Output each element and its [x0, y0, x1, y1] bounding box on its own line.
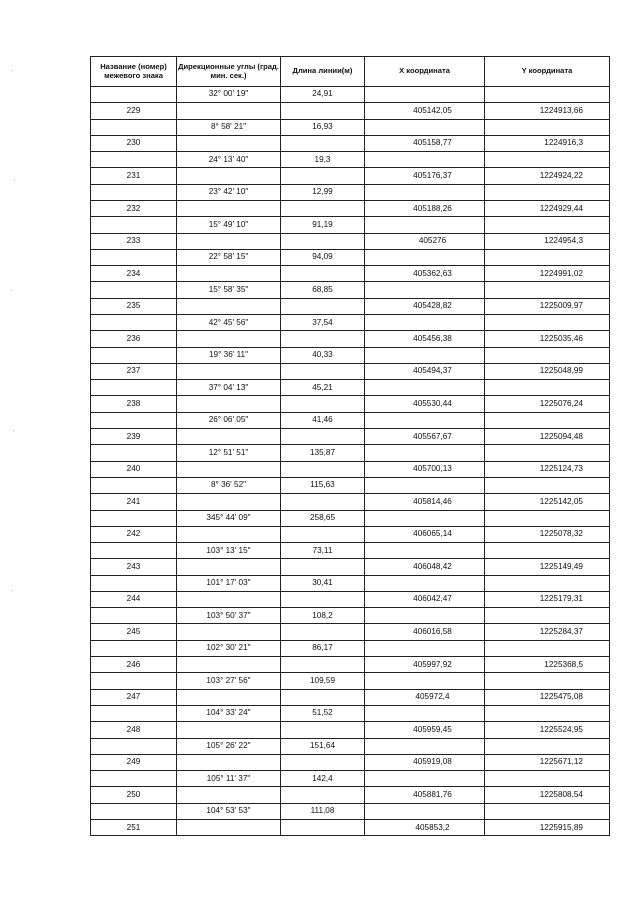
segment-row [91, 738, 610, 754]
cell-point-name: 245 [91, 624, 177, 640]
cell-angle: 101° 17' 03" [177, 575, 281, 591]
point-row [91, 103, 610, 119]
cell-length: 16,93 [281, 119, 365, 135]
cell-y [485, 543, 610, 559]
cell-x: 405428,82 [365, 298, 485, 314]
header-name: Название (номер) межевого знака [91, 57, 177, 87]
cell-y [485, 249, 610, 265]
cell-y [485, 282, 610, 298]
cell-y: 1224913,66 [485, 103, 610, 119]
point-row [91, 135, 610, 151]
cell-y [485, 510, 610, 526]
cell-point-name: 232 [91, 200, 177, 216]
cell-point-name [91, 738, 177, 754]
cell-length: 115,63 [281, 477, 365, 493]
cell-angle [177, 266, 281, 282]
cell-y: 1224991,02 [485, 266, 610, 282]
cell-angle: 12° 51' 51" [177, 445, 281, 461]
cell-point-name [91, 347, 177, 363]
cell-length [281, 331, 365, 347]
point-row [91, 526, 610, 542]
cell-y: 1225284,37 [485, 624, 610, 640]
cell-x [365, 412, 485, 428]
cell-angle: 15° 49' 10" [177, 217, 281, 233]
cell-y [485, 738, 610, 754]
cell-x: 406065,14 [365, 526, 485, 542]
cell-length: 142,4 [281, 771, 365, 787]
point-row [91, 331, 610, 347]
cell-x [365, 803, 485, 819]
cell-x: 405176,37 [365, 168, 485, 184]
cell-y: 1225671,12 [485, 754, 610, 770]
coordinates-table [90, 56, 610, 836]
cell-point-name: 248 [91, 722, 177, 738]
cell-angle: 103° 27' 56" [177, 673, 281, 689]
cell-length [281, 200, 365, 216]
cell-x [365, 543, 485, 559]
cell-x: 405188,26 [365, 200, 485, 216]
scan-speck [12, 70, 13, 71]
point-row [91, 200, 610, 216]
cell-length: 94,09 [281, 249, 365, 265]
segment-row [91, 575, 610, 591]
cell-point-name [91, 380, 177, 396]
segment-row [91, 217, 610, 233]
cell-x [365, 608, 485, 624]
cell-angle: 8° 58' 21" [177, 119, 281, 135]
cell-x [365, 575, 485, 591]
cell-x [365, 282, 485, 298]
cell-y [485, 771, 610, 787]
cell-angle [177, 526, 281, 542]
cell-angle: 8° 36' 52" [177, 477, 281, 493]
cell-point-name [91, 477, 177, 493]
cell-point-name [91, 119, 177, 135]
cell-x [365, 347, 485, 363]
cell-angle: 105° 26' 22" [177, 738, 281, 754]
segment-row [91, 380, 610, 396]
point-row [91, 168, 610, 184]
cell-length [281, 559, 365, 575]
cell-angle: 23° 42' 10" [177, 184, 281, 200]
cell-point-name [91, 87, 177, 103]
cell-angle [177, 787, 281, 803]
segment-row [91, 705, 610, 721]
scan-speck [12, 590, 13, 591]
cell-length [281, 363, 365, 379]
cell-x [365, 445, 485, 461]
cell-length: 12,99 [281, 184, 365, 200]
cell-x [365, 249, 485, 265]
point-row [91, 819, 610, 835]
point-row [91, 722, 610, 738]
cell-point-name [91, 445, 177, 461]
cell-point-name [91, 217, 177, 233]
cell-angle [177, 396, 281, 412]
segment-row [91, 87, 610, 103]
cell-y: 1225475,08 [485, 689, 610, 705]
cell-angle [177, 819, 281, 835]
cell-point-name: 230 [91, 135, 177, 151]
scan-speck [14, 180, 15, 181]
segment-row [91, 673, 610, 689]
cell-point-name: 249 [91, 754, 177, 770]
cell-length [281, 103, 365, 119]
cell-x: 405530,44 [365, 396, 485, 412]
cell-length [281, 591, 365, 607]
cell-angle [177, 591, 281, 607]
segment-row [91, 249, 610, 265]
cell-length: 24,91 [281, 87, 365, 103]
cell-length: 51,52 [281, 705, 365, 721]
cell-x: 405814,46 [365, 494, 485, 510]
cell-x [365, 87, 485, 103]
point-row [91, 657, 610, 673]
cell-length [281, 657, 365, 673]
cell-y [485, 477, 610, 493]
cell-x [365, 673, 485, 689]
cell-x [365, 738, 485, 754]
cell-angle [177, 298, 281, 314]
cell-y [485, 315, 610, 331]
header-angle: Дирекционные углы (град. мин. сек.) [177, 57, 281, 87]
segment-row [91, 608, 610, 624]
point-row [91, 461, 610, 477]
cell-length: 30,41 [281, 575, 365, 591]
cell-y: 1225035,46 [485, 331, 610, 347]
cell-length: 86,17 [281, 640, 365, 656]
cell-angle: 26° 06' 05" [177, 412, 281, 428]
cell-angle [177, 363, 281, 379]
cell-y [485, 673, 610, 689]
cell-length [281, 396, 365, 412]
cell-point-name [91, 412, 177, 428]
scan-speck [11, 290, 12, 291]
cell-x: 405494,37 [365, 363, 485, 379]
cell-y: 1225094,48 [485, 428, 610, 444]
cell-x: 405276 [365, 233, 485, 249]
segment-row [91, 477, 610, 493]
point-row [91, 689, 610, 705]
cell-angle [177, 428, 281, 444]
cell-x: 405362,63 [365, 266, 485, 282]
cell-y: 1224954,3 [485, 233, 610, 249]
segment-row [91, 640, 610, 656]
cell-y [485, 184, 610, 200]
cell-y: 1224929,44 [485, 200, 610, 216]
cell-length: 111,08 [281, 803, 365, 819]
cell-angle [177, 689, 281, 705]
cell-point-name: 238 [91, 396, 177, 412]
cell-angle [177, 135, 281, 151]
segment-row [91, 119, 610, 135]
cell-point-name: 242 [91, 526, 177, 542]
header-y: Y координата [485, 57, 610, 87]
cell-y [485, 575, 610, 591]
cell-x: 405853,2 [365, 819, 485, 835]
cell-point-name: 234 [91, 266, 177, 282]
cell-x [365, 771, 485, 787]
cell-point-name: 240 [91, 461, 177, 477]
cell-length [281, 494, 365, 510]
cell-x: 406016,58 [365, 624, 485, 640]
cell-angle: 19° 36' 11" [177, 347, 281, 363]
cell-point-name [91, 184, 177, 200]
segment-row [91, 803, 610, 819]
cell-length: 135,87 [281, 445, 365, 461]
cell-x [365, 152, 485, 168]
cell-y [485, 445, 610, 461]
cell-point-name: 237 [91, 363, 177, 379]
point-row [91, 591, 610, 607]
segment-row [91, 771, 610, 787]
cell-angle [177, 103, 281, 119]
cell-length [281, 787, 365, 803]
cell-x [365, 510, 485, 526]
cell-length [281, 135, 365, 151]
cell-point-name: 236 [91, 331, 177, 347]
cell-angle [177, 722, 281, 738]
cell-y: 1225179,31 [485, 591, 610, 607]
cell-length: 91,19 [281, 217, 365, 233]
cell-point-name [91, 705, 177, 721]
cell-x: 406048,42 [365, 559, 485, 575]
cell-length: 37,54 [281, 315, 365, 331]
cell-angle: 24° 13' 40" [177, 152, 281, 168]
cell-length [281, 428, 365, 444]
cell-angle: 103° 50' 37" [177, 608, 281, 624]
cell-point-name: 247 [91, 689, 177, 705]
cell-x: 405567,67 [365, 428, 485, 444]
segment-row [91, 184, 610, 200]
cell-x [365, 217, 485, 233]
scan-speck [13, 430, 14, 431]
cell-y: 1225076,24 [485, 396, 610, 412]
cell-point-name: 231 [91, 168, 177, 184]
cell-angle [177, 461, 281, 477]
cell-y [485, 640, 610, 656]
point-row [91, 787, 610, 803]
point-row [91, 396, 610, 412]
cell-y: 1225149,49 [485, 559, 610, 575]
cell-x: 405142,05 [365, 103, 485, 119]
cell-length [281, 754, 365, 770]
cell-point-name: 229 [91, 103, 177, 119]
cell-y: 1225124,73 [485, 461, 610, 477]
cell-angle: 15° 58' 35" [177, 282, 281, 298]
cell-angle: 42° 45' 56" [177, 315, 281, 331]
point-row [91, 298, 610, 314]
cell-angle [177, 624, 281, 640]
cell-y [485, 803, 610, 819]
cell-length: 258,65 [281, 510, 365, 526]
cell-point-name [91, 608, 177, 624]
point-row [91, 754, 610, 770]
cell-y [485, 152, 610, 168]
cell-y: 1225048,99 [485, 363, 610, 379]
cell-x [365, 477, 485, 493]
cell-point-name: 251 [91, 819, 177, 835]
cell-x [365, 184, 485, 200]
cell-x [365, 705, 485, 721]
cell-angle [177, 168, 281, 184]
cell-x [365, 119, 485, 135]
cell-point-name [91, 152, 177, 168]
segment-row [91, 412, 610, 428]
cell-x: 405881,76 [365, 787, 485, 803]
cell-y: 1225078,32 [485, 526, 610, 542]
cell-angle [177, 559, 281, 575]
cell-angle: 22° 58' 15" [177, 249, 281, 265]
cell-length: 108,2 [281, 608, 365, 624]
cell-length [281, 722, 365, 738]
header-row [91, 57, 610, 87]
cell-point-name [91, 282, 177, 298]
cell-length: 40,33 [281, 347, 365, 363]
cell-x: 405919,08 [365, 754, 485, 770]
cell-length: 41,46 [281, 412, 365, 428]
cell-y: 1225142,05 [485, 494, 610, 510]
cell-length [281, 819, 365, 835]
cell-point-name [91, 771, 177, 787]
point-row [91, 266, 610, 282]
cell-point-name [91, 673, 177, 689]
cell-point-name [91, 575, 177, 591]
cell-point-name [91, 510, 177, 526]
cell-x: 405700,13 [365, 461, 485, 477]
cell-length: 109,59 [281, 673, 365, 689]
cell-angle: 37° 04' 13" [177, 380, 281, 396]
cell-angle [177, 331, 281, 347]
cell-y: 1225368,5 [485, 657, 610, 673]
cell-x: 405158,77 [365, 135, 485, 151]
cell-length [281, 233, 365, 249]
cell-length: 151,64 [281, 738, 365, 754]
cell-x: 406042,47 [365, 591, 485, 607]
cell-y [485, 412, 610, 428]
cell-point-name [91, 640, 177, 656]
cell-angle: 104° 53' 53" [177, 803, 281, 819]
table-body [91, 87, 610, 836]
cell-point-name: 235 [91, 298, 177, 314]
cell-angle: 32° 00' 19" [177, 87, 281, 103]
point-row [91, 428, 610, 444]
header-x: X координата [365, 57, 485, 87]
cell-point-name [91, 543, 177, 559]
cell-y: 1224916,3 [485, 135, 610, 151]
cell-length: 19,3 [281, 152, 365, 168]
segment-row [91, 543, 610, 559]
cell-point-name [91, 315, 177, 331]
cell-angle [177, 754, 281, 770]
header-length: Длина линии(м) [281, 57, 365, 87]
cell-y [485, 705, 610, 721]
cell-angle: 105° 11' 37" [177, 771, 281, 787]
cell-length [281, 266, 365, 282]
cell-point-name [91, 249, 177, 265]
cell-x: 405959,45 [365, 722, 485, 738]
segment-row [91, 152, 610, 168]
cell-angle: 103° 13' 15" [177, 543, 281, 559]
cell-y [485, 380, 610, 396]
cell-x: 405997,92 [365, 657, 485, 673]
cell-point-name: 243 [91, 559, 177, 575]
cell-point-name: 233 [91, 233, 177, 249]
cell-angle [177, 494, 281, 510]
cell-x: 405456,38 [365, 331, 485, 347]
cell-angle [177, 233, 281, 249]
cell-length [281, 526, 365, 542]
cell-point-name: 239 [91, 428, 177, 444]
cell-length: 73,11 [281, 543, 365, 559]
cell-x [365, 380, 485, 396]
cell-y: 1225524,95 [485, 722, 610, 738]
segment-row [91, 282, 610, 298]
cell-point-name: 241 [91, 494, 177, 510]
cell-x: 405972,4 [365, 689, 485, 705]
cell-x [365, 640, 485, 656]
cell-y [485, 87, 610, 103]
cell-length [281, 168, 365, 184]
point-row [91, 559, 610, 575]
point-row [91, 494, 610, 510]
point-row [91, 363, 610, 379]
segment-row [91, 347, 610, 363]
cell-angle: 104° 33' 24" [177, 705, 281, 721]
cell-length: 68,85 [281, 282, 365, 298]
cell-y: 1225009,97 [485, 298, 610, 314]
point-row [91, 233, 610, 249]
cell-angle: 345° 44' 09" [177, 510, 281, 526]
cell-angle [177, 200, 281, 216]
cell-y: 1224924,22 [485, 168, 610, 184]
segment-row [91, 315, 610, 331]
cell-y: 1225808,54 [485, 787, 610, 803]
cell-angle: 102° 30' 21" [177, 640, 281, 656]
cell-length [281, 461, 365, 477]
cell-point-name: 246 [91, 657, 177, 673]
cell-x [365, 315, 485, 331]
cell-point-name [91, 803, 177, 819]
cell-length [281, 624, 365, 640]
cell-y [485, 347, 610, 363]
cell-length [281, 689, 365, 705]
cell-y [485, 119, 610, 135]
cell-length [281, 298, 365, 314]
cell-length: 45,21 [281, 380, 365, 396]
segment-row [91, 510, 610, 526]
segment-row [91, 445, 610, 461]
cell-point-name: 244 [91, 591, 177, 607]
cell-point-name: 250 [91, 787, 177, 803]
cell-y: 1225915,89 [485, 819, 610, 835]
cell-angle [177, 657, 281, 673]
point-row [91, 624, 610, 640]
cell-y [485, 608, 610, 624]
table-header [91, 57, 610, 87]
cell-y [485, 217, 610, 233]
